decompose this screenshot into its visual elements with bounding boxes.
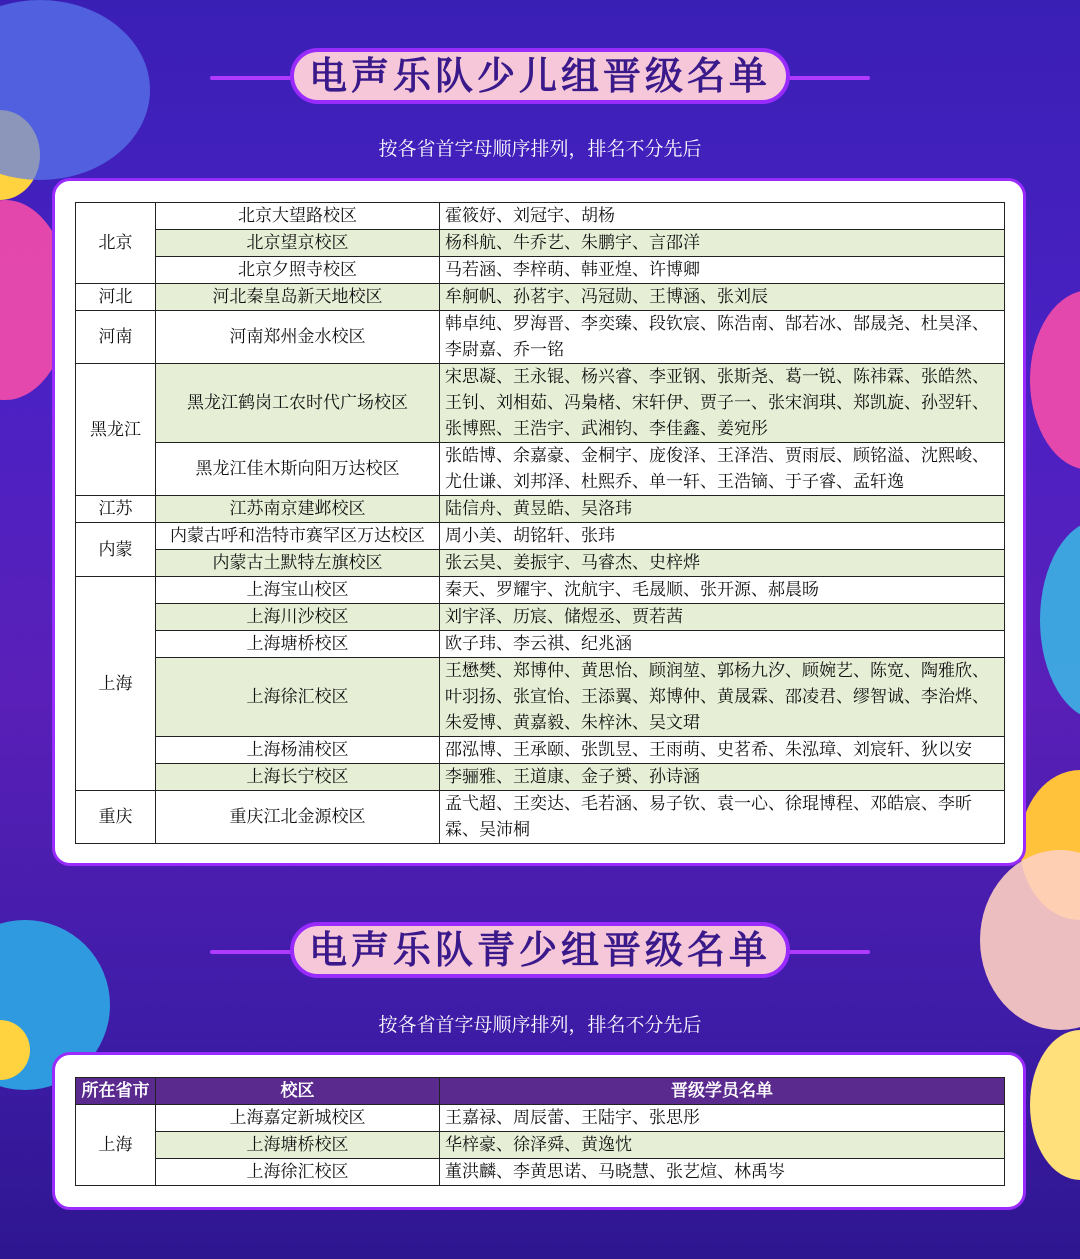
table-row (76, 631, 1005, 658)
campus-cell: 江苏南京建邺校区 (156, 496, 440, 523)
decor-blob-cyan-right (1040, 520, 1080, 720)
province-cell: 河北 (76, 284, 156, 311)
campus-cell: 上海川沙校区 (156, 604, 440, 631)
section2-title: 电声乐队青少组晋级名单 (290, 922, 790, 978)
campus-cell: 河南郑州金水校区 (156, 311, 440, 364)
names-cell: 牟舸帆、孙茗宇、冯冠勋、王博涵、张刘辰 (440, 284, 1005, 311)
campus-cell: 上海徐汇校区 (156, 1159, 440, 1186)
province-cell: 北京 (76, 203, 156, 284)
names-cell: 陆信舟、黄昱皓、吴洛玮 (440, 496, 1005, 523)
table-row (76, 523, 1005, 550)
table-header-row (76, 1078, 1005, 1105)
names-cell: 韩卓纯、罗海晋、李奕臻、段钦宸、陈浩南、郜若冰、郜晟尧、杜昊泽、李尉嘉、乔一铭 (440, 311, 1005, 364)
names-cell: 孟弋超、王奕达、毛若涵、易子钦、袁一心、徐琨博程、邓皓宸、李昕霖、吴沛桐 (440, 791, 1005, 844)
section1-subtitle: 按各省首字母顺序排列，排名不分先后 (378, 138, 702, 160)
section2-subtitle: 按各省首字母顺序排列，排名不分先后 (378, 1014, 702, 1036)
province-cell: 河南 (76, 311, 156, 364)
campus-cell: 北京大望路校区 (156, 203, 440, 230)
names-cell: 华梓豪、徐泽舜、黄逸忱 (440, 1132, 1005, 1159)
campus-cell: 重庆江北金源校区 (156, 791, 440, 844)
table-row (76, 737, 1005, 764)
names-cell: 董洪麟、李黄思诺、马晓慧、张艺煊、林禹岑 (440, 1159, 1005, 1186)
title-line-left (210, 76, 300, 80)
names-cell: 王嘉禄、周辰蕾、王陆宇、张思彤 (440, 1105, 1005, 1132)
table-row (76, 443, 1005, 496)
province-cell: 内蒙 (76, 523, 156, 577)
campus-cell: 河北秦皇岛新天地校区 (156, 284, 440, 311)
section1-card (52, 178, 1026, 866)
campus-cell: 上海长宁校区 (156, 764, 440, 791)
section2-table (75, 1077, 1005, 1186)
province-cell: 江苏 (76, 496, 156, 523)
province-cell: 重庆 (76, 791, 156, 844)
names-cell: 霍筱妤、刘冠宇、胡杨 (440, 203, 1005, 230)
table-row (76, 577, 1005, 604)
section1-title: 电声乐队少儿组晋级名单 (290, 48, 790, 104)
names-cell: 王懋樊、郑博仲、黄思怡、顾润堃、郭杨九汐、顾婉艺、陈宽、陶雅欣、叶羽扬、张宣怡、王添翼、郑博仲、黄晟霖、邵凌君、缪智诚、李治烨、朱爱博、黄嘉毅、朱梓沐、吴文珺 (440, 658, 1005, 737)
title-line-right (780, 950, 870, 954)
names-cell: 杨科航、牛乔艺、朱鹏宇、言邵洋 (440, 230, 1005, 257)
names-cell: 李骊雅、王道康、金子赟、孙诗涵 (440, 764, 1005, 791)
table-row (76, 203, 1005, 230)
decor-blob-yellow-bottom-right (1030, 1030, 1080, 1180)
table-row (76, 230, 1005, 257)
campus-cell: 北京夕照寺校区 (156, 257, 440, 284)
names-cell: 马若涵、李梓萌、韩亚煌、许博卿 (440, 257, 1005, 284)
campus-cell: 上海塘桥校区 (156, 1132, 440, 1159)
decor-blob-pink-right (1030, 290, 1080, 470)
names-cell: 欧子玮、李云祺、纪兆涵 (440, 631, 1005, 658)
table-row (76, 550, 1005, 577)
province-cell: 上海 (76, 1105, 156, 1186)
table-row (76, 764, 1005, 791)
campus-cell: 上海杨浦校区 (156, 737, 440, 764)
names-cell: 张云昊、姜振宇、马睿杰、史梓烨 (440, 550, 1005, 577)
campus-cell: 上海徐汇校区 (156, 658, 440, 737)
campus-cell: 黑龙江佳木斯向阳万达校区 (156, 443, 440, 496)
campus-cell: 北京望京校区 (156, 230, 440, 257)
table-row (76, 1132, 1005, 1159)
province-cell: 上海 (76, 577, 156, 791)
campus-cell: 内蒙古呼和浩特市赛罕区万达校区 (156, 523, 440, 550)
campus-cell: 内蒙古土默特左旗校区 (156, 550, 440, 577)
table-row (76, 791, 1005, 844)
section1-header (0, 48, 1080, 108)
table-row (76, 257, 1005, 284)
table-row (76, 496, 1005, 523)
table-row (76, 658, 1005, 737)
names-cell: 秦天、罗耀宇、沈航宇、毛晟顺、张开源、郝晨旸 (440, 577, 1005, 604)
title-line-left (210, 950, 300, 954)
title-line-right (780, 76, 870, 80)
campus-cell: 上海塘桥校区 (156, 631, 440, 658)
table-row (76, 1105, 1005, 1132)
header-campus: 校区 (156, 1078, 440, 1105)
campus-cell: 黑龙江鹤岗工农时代广场校区 (156, 364, 440, 443)
campus-cell: 上海嘉定新城校区 (156, 1105, 440, 1132)
section2-header (0, 922, 1080, 982)
names-cell: 周小美、胡铭轩、张玮 (440, 523, 1005, 550)
table-row (76, 284, 1005, 311)
table-row (76, 311, 1005, 364)
table-row (76, 364, 1005, 443)
table-row (76, 1159, 1005, 1186)
table-row (76, 604, 1005, 631)
names-cell: 张皓博、余嘉豪、金桐宇、庞俊泽、王泽浩、贾雨辰、顾铭溢、沈熙峻、尤仕谦、刘邦泽、杜熙乔、单一轩、王浩镝、于子睿、孟轩逸 (440, 443, 1005, 496)
section1-table (75, 202, 1005, 844)
header-province: 所在省市 (76, 1078, 156, 1105)
names-cell: 宋思凝、王永锟、杨兴睿、李亚钢、张斯尧、葛一锐、陈祎霖、张皓然、王钊、刘相茹、冯梟楮、宋轩伊、贾子一、张宋润琪、郑凯旋、孙翌轩、张博熙、王浩宇、武湘钧、李佳鑫、姜宛彤 (440, 364, 1005, 443)
province-cell: 黑龙江 (76, 364, 156, 496)
header-names: 晋级学员名单 (440, 1078, 1005, 1105)
names-cell: 邵泓博、王承颐、张凯昱、王雨萌、史茗希、朱泓璋、刘宸轩、狄以安 (440, 737, 1005, 764)
names-cell: 刘宇泽、历宸、储煜丞、贾若茜 (440, 604, 1005, 631)
section2-card (52, 1052, 1026, 1210)
campus-cell: 上海宝山校区 (156, 577, 440, 604)
